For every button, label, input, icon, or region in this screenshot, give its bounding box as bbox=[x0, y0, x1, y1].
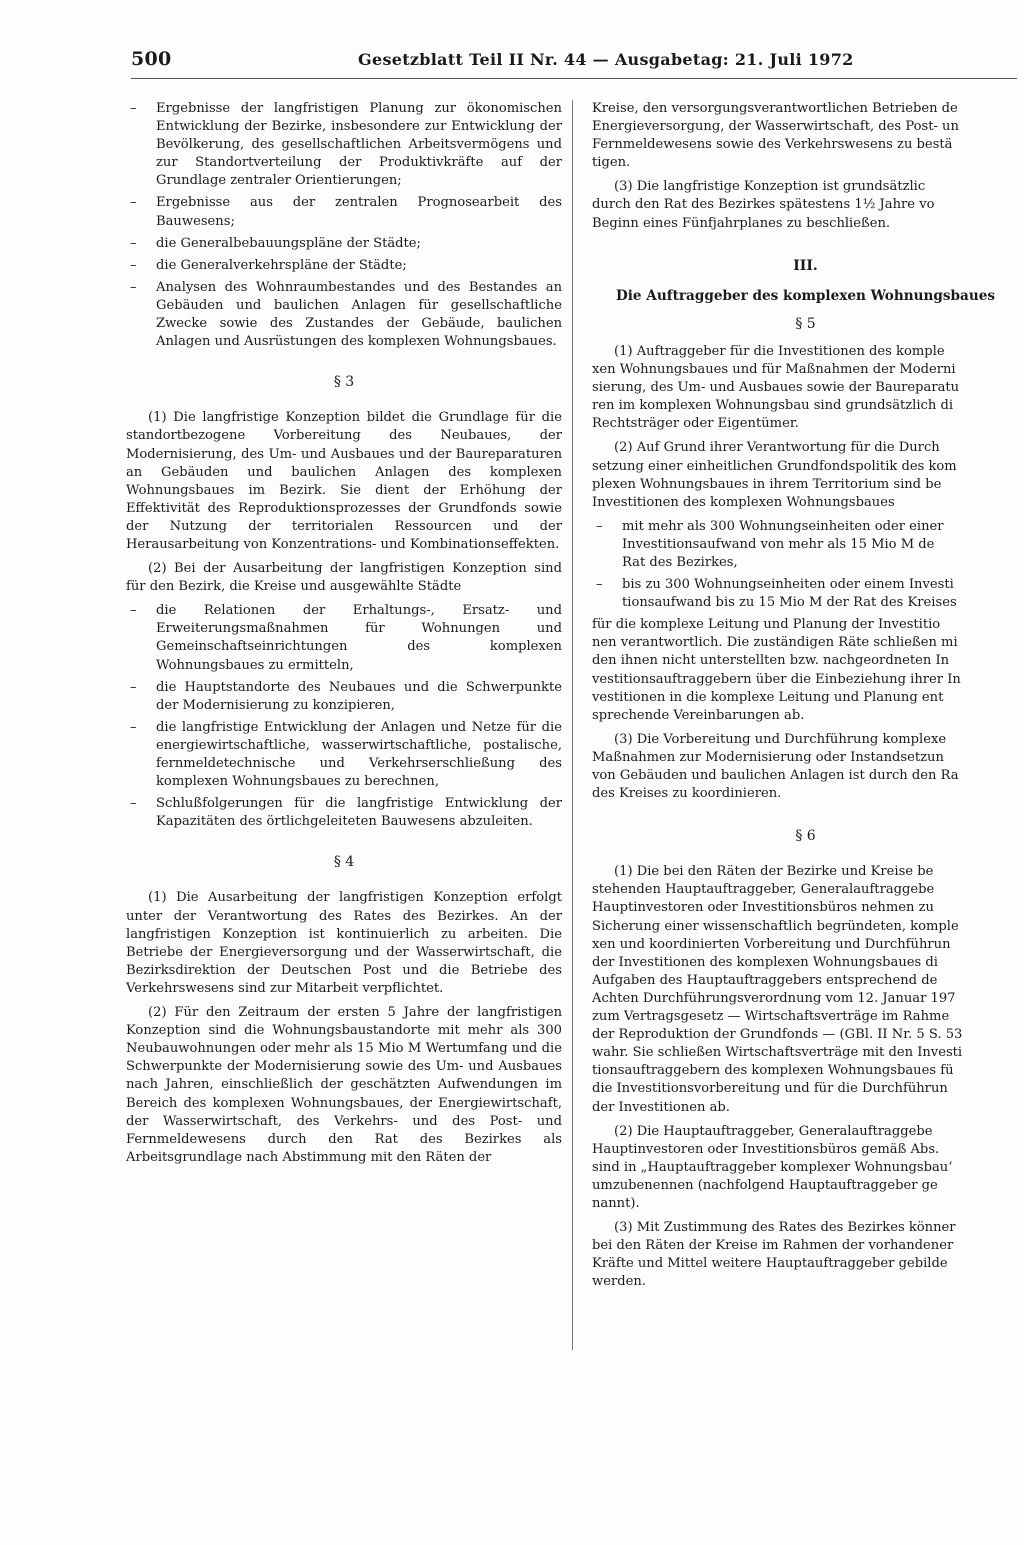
text-line: nannt). bbox=[592, 1195, 640, 1211]
text-line: xen und koordinierten Vorbereitung und Durchführun bbox=[592, 936, 951, 952]
text-line: tionsauftraggebern des komplexen Wohnungsbaues fü bbox=[592, 1063, 954, 1079]
text-line: Kreise, den versorgungsverantwortlichen Betrieben de bbox=[592, 101, 958, 116]
page-header bbox=[131, 40, 1017, 79]
text-line: (1) Auftraggeber für die Investitionen des komple bbox=[614, 343, 945, 359]
text-line: Beginn eines Fünfjahrplanes zu beschließen. bbox=[592, 215, 891, 231]
paragraph bbox=[592, 178, 1019, 232]
text-line: Energieversorgung, der Wasserwirtschaft, des Post- un bbox=[592, 119, 959, 135]
text-line: plexen Wohnungsbaues in ihrem Territorium sind be bbox=[592, 476, 942, 492]
text-line: sind in „Hauptauftraggeber komplexer Wohnungsbau‘ bbox=[592, 1159, 953, 1175]
text-line: wahr. Sie schließen Wirtschaftsverträge mit den Investi bbox=[592, 1045, 963, 1061]
list-item: – Schlußfolgerungen für die langfristige Entwicklung der Kapazitäten des örtlichgeleiteten Bauwesens abzuleiten. bbox=[126, 795, 562, 831]
paragraph: (2) Für den Zeitraum der ersten 5 Jahre der langfristigen Konzeption sind die Wohnungsbaustandorte mit mehr als 300 Neubauwohnungen oder mehr als 15 Mio M Wertumfang und die Schwerpunkte der Modernisierung sowie des Um- und Ausbaues nach Jahren, einschließlich der geschätzten Aufwendungen im Bereich des komplexen Wohnungsbaues, der Energiewirtschaft, der Wasserwirtschaft, des Verkehrs- und des Post- und Fernmeldewesens durch den Rat des Bezirkes als Arbeitsgrundlage nach Abstimmung mit den Räten der bbox=[126, 1005, 562, 1165]
paragraph bbox=[592, 343, 1019, 433]
text-line: (2) Die Hauptauftraggeber, Generalauftraggebe bbox=[614, 1123, 933, 1139]
text-line: xen Wohnungsbaues und für Maßnahmen der Moderni bbox=[592, 362, 956, 378]
text-line: durch den Rat des Bezirkes spätestens 1½ Jahre vo bbox=[592, 197, 935, 213]
list-item: – Ergebnisse aus der zentralen Prognosearbeit des Bauwesens; bbox=[126, 194, 562, 230]
paragraph-continuation bbox=[592, 100, 1019, 172]
text-line: – mit mehr als 300 Wohnungseinheiten oder einer bbox=[622, 518, 944, 534]
text-line: setzung einer einheitlichen Grundfondspolitik des kom bbox=[592, 458, 957, 474]
section-heading-6: § 6 bbox=[795, 828, 816, 845]
column-divider bbox=[572, 100, 573, 1350]
text-line: der Investitionen ab. bbox=[592, 1099, 730, 1115]
section-heading-4: § 4 bbox=[333, 854, 355, 871]
text-line: Maßnahmen zur Modernisierung oder Instandsetzun bbox=[592, 749, 944, 765]
section-heading-3: § 3 bbox=[333, 374, 355, 391]
paragraph: (1) Die langfristige Konzeption bildet die Grundlage für die standortbezogene Vorbereitung des Neubaues, der Modernisierung, des Um- und Ausbaues und der Baureparaturen an Gebäuden und baulichen Anlagen des komplexen Wohnungsbaues im Bezirk. Sie dient der Erhöhung der Effektivität des Reproduktionsprozesses der Grundfonds sowie der Nutzung der territorialen Ressourcen und der Herausarbeitung von Konzentrations- und Kombinationseffekten. bbox=[126, 410, 562, 552]
list-item: – die langfristige Entwicklung der Anlagen und Netze für die energiewirtschaftliche, wasserwirtschaftliche, postalische, fernmeldetechnische und Verkehrserschließung des komplexen Wohnungsbaues zu berechnen, bbox=[126, 719, 562, 791]
text-line: Fernmeldewesens sowie des Verkehrswesens zu bestä bbox=[592, 137, 953, 153]
list-item: – Ergebnisse der langfristigen Planung zur ökonomischen Entwicklung der Bezirke, insbesondere zur Entwicklung der Bevölkerung, des gesellschaftlichen Arbeitsvermögens und zur Standortverteilung der Produktivkräfte auf der Grundlage zentraler Orientierungen; bbox=[126, 100, 562, 190]
text-line: Rat des Bezirkes, bbox=[622, 554, 738, 570]
text-line: Sicherung einer wissenschaftlich begründeten, komple bbox=[592, 918, 959, 934]
text-line: sprechende Vereinbarungen ab. bbox=[592, 707, 805, 723]
text-line: den ihnen nicht unterstellten bzw. nachgeordneten In bbox=[592, 653, 950, 669]
text-line: des Kreises zu koordinieren. bbox=[592, 786, 782, 802]
part-title: Die Auftraggeber des komplexen Wohnungsbaues bbox=[615, 287, 996, 304]
text-line: werden. bbox=[592, 1274, 646, 1290]
list-item bbox=[592, 576, 1019, 612]
right-column bbox=[592, 100, 1019, 1297]
text-line: der Investitionen des komplexen Wohnungsbaues di bbox=[592, 954, 938, 970]
list-item: – die Hauptstandorte des Neubaues und die Schwerpunkte der Modernisierung zu konzipieren, bbox=[126, 679, 562, 715]
text-line: sierung, des Um- und Ausbaues sowie der Baureparatu bbox=[592, 380, 960, 396]
text-line: – bis zu 300 Wohnungseinheiten oder einem Investi bbox=[622, 577, 954, 593]
text-line: umzubenennen (nachfolgend Hauptauftraggeber ge bbox=[592, 1177, 938, 1193]
part-number: III. bbox=[793, 257, 818, 274]
left-column bbox=[126, 100, 562, 1173]
text-line: stehenden Hauptauftraggeber, Generalauftraggebe bbox=[592, 882, 935, 898]
paragraph bbox=[592, 1123, 1019, 1213]
text-line: (3) Mit Zustimmung des Rates des Bezirkes könner bbox=[614, 1220, 956, 1236]
section-heading-5: § 5 bbox=[795, 315, 816, 332]
list-item bbox=[592, 518, 1019, 572]
text-line: vestitionen in die komplexe Leitung und Planung ent bbox=[592, 689, 944, 705]
text-line: Rechtsträger oder Eigentümer. bbox=[592, 416, 799, 432]
text-line: für die komplexe Leitung und Planung der Investitio bbox=[592, 617, 941, 633]
paragraph bbox=[592, 731, 1019, 803]
text-line: Investitionsaufwand von mehr als 15 Mio M de bbox=[622, 536, 935, 552]
text-line: (1) Die bei den Räten der Bezirke und Kreise be bbox=[614, 864, 934, 880]
list-item: – Analysen des Wohnraumbestandes und des Bestandes an Gebäuden und baulichen Anlagen für gesellschaftliche Zwecke sowie des Zustandes der Gebäude, baulichen Anlagen und Ausrüstungen des komplexen Wohnungsbaues. bbox=[126, 279, 562, 351]
text-line: Achten Durchführungsverordnung vom 12. Januar 197 bbox=[592, 990, 956, 1006]
text-line: (3) Die langfristige Konzeption ist grundsätzlic bbox=[614, 179, 926, 195]
text-line: Kräfte und Mittel weitere Hauptauftraggeber gebilde bbox=[592, 1256, 948, 1272]
text-line: tigen. bbox=[592, 155, 631, 171]
text-line: Hauptinvestoren oder Investitionsbüros gemäß Abs. bbox=[592, 1141, 940, 1157]
text-line: nen verantwortlich. Die zuständigen Räte schließen mi bbox=[592, 635, 958, 651]
text-line: (3) Die Vorbereitung und Durchführung komplexe bbox=[614, 731, 947, 747]
text-line: der Reproduktion der Grundfonds — (GBl. II Nr. 5 S. 53 bbox=[592, 1027, 963, 1043]
text-line: ren im komplexen Wohnungsbau sind grundsätzlich di bbox=[592, 398, 954, 414]
page-number: 500 bbox=[131, 48, 172, 70]
text-line: (2) Auf Grund ihrer Verantwortung für die Durch bbox=[614, 440, 940, 456]
paragraph bbox=[592, 439, 1019, 511]
text-line: Hauptinvestoren oder Investitionsbüros nehmen zu bbox=[592, 900, 934, 916]
text-line: tionsaufwand bis zu 15 Mio M der Rat des Kreises bbox=[622, 595, 957, 611]
text-line: von Gebäuden und baulichen Anlagen ist durch den Ra bbox=[592, 768, 959, 783]
text-line: Aufgaben des Hauptauftraggebers entsprechend de bbox=[592, 972, 938, 988]
list-item: – die Relationen der Erhaltungs-, Ersatz- und Erweiterungsmaßnahmen für Wohnungen und Gemeinschaftseinrichtungen des komplexen Wohnungsbaues zu ermitteln, bbox=[126, 602, 562, 674]
list-item: – die Generalbebauungspläne der Städte; bbox=[126, 235, 562, 253]
text-line: die Investitionsvorbereitung und für die Durchführun bbox=[592, 1081, 948, 1097]
text-line: Investitionen des komplexen Wohnungsbaues bbox=[592, 494, 895, 510]
paragraph: (1) Die Ausarbeitung der langfristigen Konzeption erfolgt unter der Verantwortung des Rates des Bezirkes. An der langfristigen Konzeption ist kontinuierlich zu arbeiten. Die Betriebe der Energieversorgung und der Wasserwirtschaft, die Bezirksdirektion der Deutschen Post und die Betriebe des Verkehrswesens sind zur Mitarbeit verpflichtet. bbox=[126, 890, 562, 996]
paragraph: (2) Bei der Ausarbeitung der langfristigen Konzeption sind für den Bezirk, die Kreise und ausgewählte Städte bbox=[126, 561, 562, 595]
paragraph bbox=[592, 863, 1019, 1116]
list-item: – die Generalverkehrspläne der Städte; bbox=[126, 257, 562, 275]
text-line: bei den Räten der Kreise im Rahmen der vorhandener bbox=[592, 1238, 954, 1254]
text-line: zum Vertragsgesetz — Wirtschaftsverträge im Rahme bbox=[592, 1009, 950, 1025]
text-line: vestitionsauftraggebern über die Einbeziehung ihrer In bbox=[592, 671, 961, 687]
paragraph-continuation bbox=[592, 616, 1019, 725]
gazette-title: Gesetzblatt Teil II Nr. 44 — Ausgabetag: 21. Juli 1972 bbox=[358, 50, 854, 69]
paragraph bbox=[592, 1219, 1019, 1291]
